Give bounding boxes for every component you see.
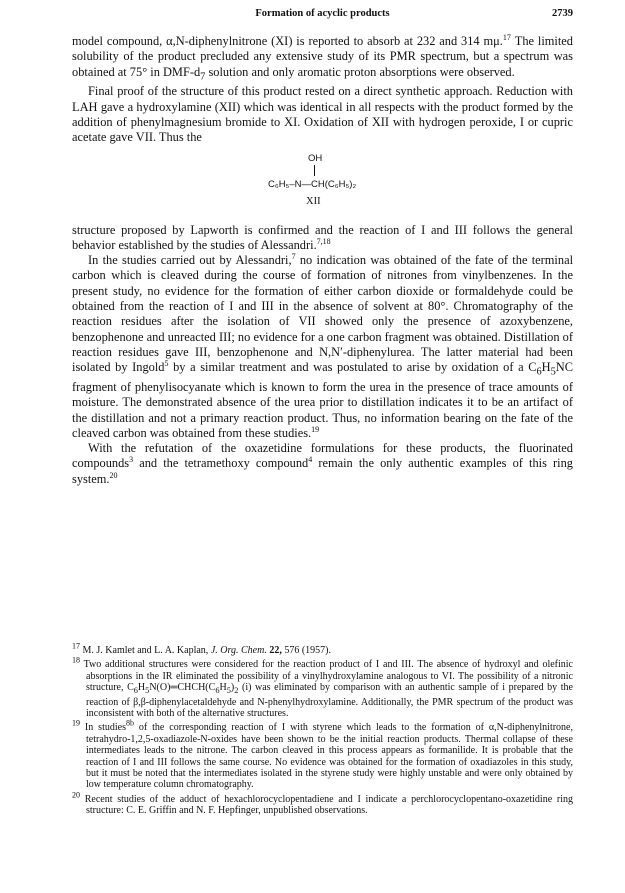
subscript: 6 — [215, 686, 220, 696]
superscript: 20 — [72, 790, 80, 800]
superscript: 19 — [72, 719, 80, 729]
subscript: 7 — [200, 71, 206, 83]
superscript: 8b — [125, 719, 134, 729]
text-run: no indication was obtained of the fate of the terminal carbon which is cleaved during the course of formation of nitrones from vinylbenzenes. In the present study, no evidence for the formation of either carbon dioxide or formaldehyde could be obtained from the reaction of I and III in the absence of solvent at 80°. Chromatography of the reaction residues after the isolation of VII showed only the presence of azoxybenzene, benzophenone and unreacted III; no evidence for a one carbon fragment was obtained. Distillation of reaction residues gave III, benzophenone and N,N′-diphenylurea. The latter material had been isolated by Ingold — [72, 253, 574, 375]
paragraph — [72, 34, 573, 84]
paragraph — [72, 253, 573, 441]
text-run: by a similar treatment and was postulated to arise by oxidation of a C — [168, 360, 537, 375]
text-run: solution and only aromatic proton absorptions were observed. — [205, 64, 515, 79]
superscript: 20 — [109, 470, 118, 480]
text-run: N(O)═CHCH(C — [149, 682, 216, 694]
running-header — [72, 8, 573, 24]
hydroxyl-group: OH — [308, 152, 323, 164]
subscript: 2 — [234, 686, 239, 696]
chemical-structure-xii — [72, 149, 573, 219]
paragraph — [72, 441, 573, 487]
text-run: of the corresponding reaction of I with styrene which leads to the formation of α,N-diphenylnitrone, tetrahydro-1,2,5-oxadiazole-N-oxides have been shown to be the initial reaction products. Thermal collapse of these intermediates leads to the nitrone. The carbon cleaved in this process appears as formanilide. It is probable that the reaction of I and III follows the same course. No evidence was obtained for the formation of oxadiazoles in this study, but it must be noted that the intermediates isolated in the styrene study were highly unstable and were only obtained by low temperature column chromatography. — [86, 722, 573, 791]
paragraph — [72, 84, 573, 145]
subscript: 5 — [226, 686, 231, 696]
text-run: (i) was eliminated by comparison with an authentic sample of i prepared by the reaction of β,β-diphenylacetaldehyde and N-phenylhydroxylamine. Additionally, the PMR spectrum of the product was inconsistent with both of the alternative structures. — [86, 682, 573, 720]
text-run: and the tetramethoxy compound — [133, 456, 309, 471]
superscript: 7 — [291, 252, 296, 262]
superscript: 3 — [129, 455, 134, 465]
superscript: 17 — [502, 32, 511, 42]
text-run: 22, — [269, 645, 282, 656]
text-run: ) — [230, 682, 235, 694]
structure-label: XII — [306, 195, 321, 207]
text-run: H — [541, 360, 551, 375]
footnotes — [72, 641, 573, 820]
text-run: H — [137, 682, 146, 694]
superscript: 7,18 — [316, 236, 331, 246]
superscript: 18 — [72, 656, 80, 666]
n-o-bond — [314, 165, 315, 176]
text-run: remain the only authentic examples of this ring system. — [72, 456, 573, 486]
body-text — [72, 34, 573, 487]
footnote-18 — [72, 656, 573, 720]
text-run: H — [219, 682, 227, 694]
subscript: 5 — [145, 686, 150, 696]
subscript: 6 — [536, 366, 542, 378]
text-run: The limited solubility of the product precluded any extensive study of its PMR spectrum, but a spectrum was obtained at 75° in DMF-d — [72, 34, 573, 79]
text-run: M. J. Kamlet and L. A. Kaplan, — [80, 645, 211, 656]
running-title: Formation of acyclic products — [255, 8, 390, 19]
superscript: 4 — [308, 455, 313, 465]
page-number: 2739 — [552, 8, 573, 19]
subscript: 5 — [550, 366, 556, 378]
text-run: J. Org. Chem. — [210, 645, 267, 656]
paragraph — [72, 223, 573, 254]
text-run: Recent studies of the adduct of hexachlorocyclopentadiene and I indicate a perchlorocyclopentano-oxazetidine ring structure: C. E. Griffin and N. F. Hepfinger, unpublished observations. — [80, 793, 573, 817]
subscript: 6 — [133, 686, 138, 696]
text-run: In the studies carried out by Alessandri, — [88, 253, 292, 268]
text-run: NC fragment of phenylisocyanate which is known to form the urea in the presence of trace amounts of moisture. The demonstrated absence of the urea prior to distillation indicates it to be an artifact of the distillation and not a primary reaction product. Thus, no information bearing on the fate of the cleaved carbon was obtained from these studies. — [72, 360, 573, 440]
text-run: 576 (1957). — [281, 645, 331, 656]
superscript: 19 — [311, 424, 320, 434]
text-run: model compound, α,N-diphenylnitrone (XI) is reported to absorb at 232 and 314 mμ. — [72, 34, 503, 48]
superscript: 5 — [164, 359, 169, 369]
footnote-20 — [72, 790, 573, 817]
text-run: With the refutation of the oxazetidine formulations for these products, the fluorinated compounds — [72, 441, 573, 471]
text-run: Final proof of the structure of this product rested on a direct synthetic approach. Reduction with LAH gave a hydroxylamine (XII) which was identical in all respects with the product formed by the addition of phenylmagnesium bromide to XI. Oxidation of XII with hydrogen peroxide, I or cupric acetate gave VII. Thus the — [72, 84, 573, 145]
superscript: 17 — [72, 641, 80, 651]
footnote-19 — [72, 719, 573, 791]
text-run: structure proposed by Lapworth is confirmed and the reaction of I and III follows the general behavior established by the studies of Alessandri. — [72, 222, 573, 252]
text-run: In studies — [80, 722, 126, 734]
structure-formula: C₆H₅–N—CH(C₆H₅)₂ — [268, 178, 357, 190]
footnote-17 — [72, 641, 573, 656]
text-run: Two additional structures were considered for the reaction product of I and III. The absence of hydroxyl and olefinic absorptions in the IR eliminated the possibility of a vinylhydroxylamine analogous to VI. The possibility of a nitronic structure, C — [80, 659, 573, 694]
